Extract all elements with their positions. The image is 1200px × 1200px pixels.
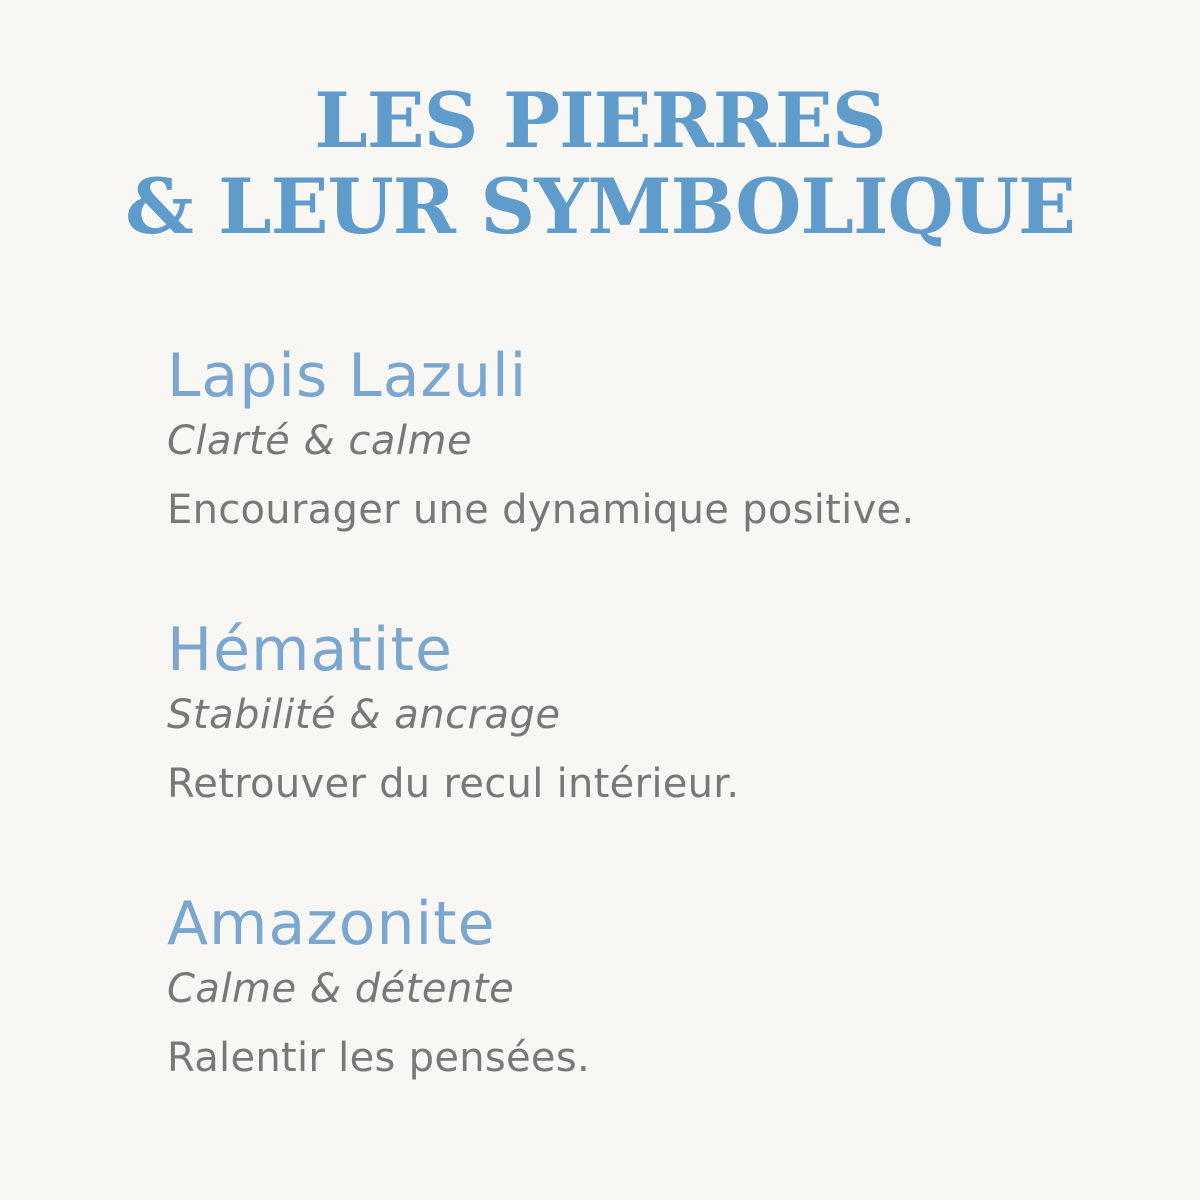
stone-list (167, 340, 1167, 1162)
stone-item-hematite (167, 614, 1167, 888)
stone-subtitle: Calme & détente (167, 966, 515, 1012)
stone-item-lapis-lazuli (167, 340, 1167, 614)
title-line-1: LES PIERRES (314, 76, 886, 165)
stone-name: Lapis Lazuli (167, 341, 528, 411)
stone-item-amazonite (167, 888, 1167, 1162)
stone-subtitle: Clarté & calme (167, 418, 473, 464)
stone-name: Hématite (167, 615, 453, 685)
stone-name: Amazonite (167, 889, 496, 959)
title-line-2: & LEUR SYMBOLIQUE (125, 162, 1075, 251)
page-title (0, 78, 1200, 250)
stone-description: Ralentir les pensées. (167, 1035, 590, 1081)
stone-subtitle: Stabilité & ancrage (167, 692, 561, 738)
stone-description: Retrouver du recul intérieur. (167, 761, 740, 807)
stone-description: Encourager une dynamique positive. (167, 487, 915, 533)
